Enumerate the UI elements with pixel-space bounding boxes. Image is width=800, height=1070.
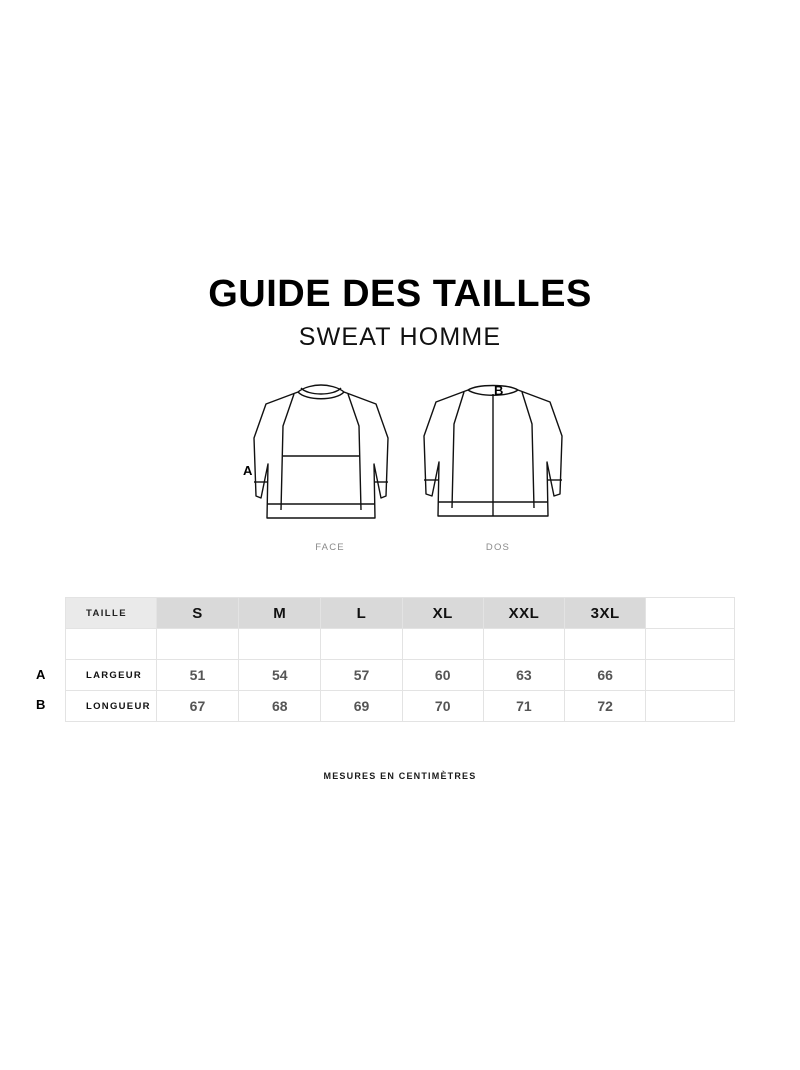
page-title: GUIDE DES TAILLES bbox=[208, 273, 592, 315]
cell-largeur-m: 54 bbox=[239, 660, 321, 691]
measure-marker-a: A bbox=[243, 463, 253, 478]
cell-largeur-3xl: 66 bbox=[565, 660, 646, 691]
cell-longueur-s: 67 bbox=[156, 691, 238, 722]
cell-largeur-xxl: 63 bbox=[483, 660, 564, 691]
header-size-xl: XL bbox=[402, 598, 483, 629]
spacer-cell bbox=[321, 629, 402, 660]
header-spacer bbox=[646, 598, 735, 629]
cell-longueur-spacer bbox=[646, 691, 735, 722]
cell-longueur-xxl: 71 bbox=[483, 691, 564, 722]
title-block bbox=[0, 275, 800, 352]
spacer-cell bbox=[565, 629, 646, 660]
cell-largeur-s: 51 bbox=[156, 660, 238, 691]
table-row bbox=[66, 660, 735, 691]
back-view-caption: DOS bbox=[485, 542, 511, 553]
page-subtitle: SWEAT HOMME bbox=[298, 322, 502, 351]
header-size-3xl: 3XL bbox=[565, 598, 646, 629]
header-size-m: M bbox=[239, 598, 321, 629]
measure-marker-b: B bbox=[494, 383, 504, 398]
cell-largeur-l: 57 bbox=[321, 660, 402, 691]
table-row bbox=[66, 691, 735, 722]
header-size-s: S bbox=[156, 598, 238, 629]
cell-largeur-spacer bbox=[646, 660, 735, 691]
garment-illustrations bbox=[0, 370, 800, 550]
cell-largeur-xl: 60 bbox=[402, 660, 483, 691]
row-letter-a: A bbox=[36, 667, 46, 682]
spacer-cell bbox=[156, 629, 238, 660]
front-view-caption: FACE bbox=[315, 542, 345, 553]
sweatshirt-front-illustration bbox=[236, 370, 406, 530]
cell-longueur-l: 69 bbox=[321, 691, 402, 722]
spacer-cell bbox=[66, 629, 157, 660]
header-size-xxl: XXL bbox=[483, 598, 564, 629]
spacer-cell bbox=[483, 629, 564, 660]
table-spacer-row bbox=[66, 629, 735, 660]
cell-longueur-xl: 70 bbox=[402, 691, 483, 722]
cell-longueur-3xl: 72 bbox=[565, 691, 646, 722]
view-captions bbox=[0, 542, 800, 558]
cell-longueur-m: 68 bbox=[239, 691, 321, 722]
row-label-largeur: LARGEUR bbox=[66, 660, 157, 691]
sweatshirt-back-illustration bbox=[408, 370, 578, 530]
measurement-unit-note: MESURES EN CENTIMÈTRES bbox=[323, 771, 477, 781]
size-table-wrapper bbox=[65, 597, 735, 722]
spacer-cell bbox=[239, 629, 321, 660]
size-table bbox=[65, 597, 735, 722]
header-taille: TAILLE bbox=[66, 598, 157, 629]
spacer-cell bbox=[402, 629, 483, 660]
header-size-l: L bbox=[321, 598, 402, 629]
row-label-longueur: LONGUEUR bbox=[66, 691, 157, 722]
spacer-cell bbox=[646, 629, 735, 660]
size-table-header-row bbox=[66, 598, 735, 629]
row-letter-b: B bbox=[36, 697, 46, 712]
